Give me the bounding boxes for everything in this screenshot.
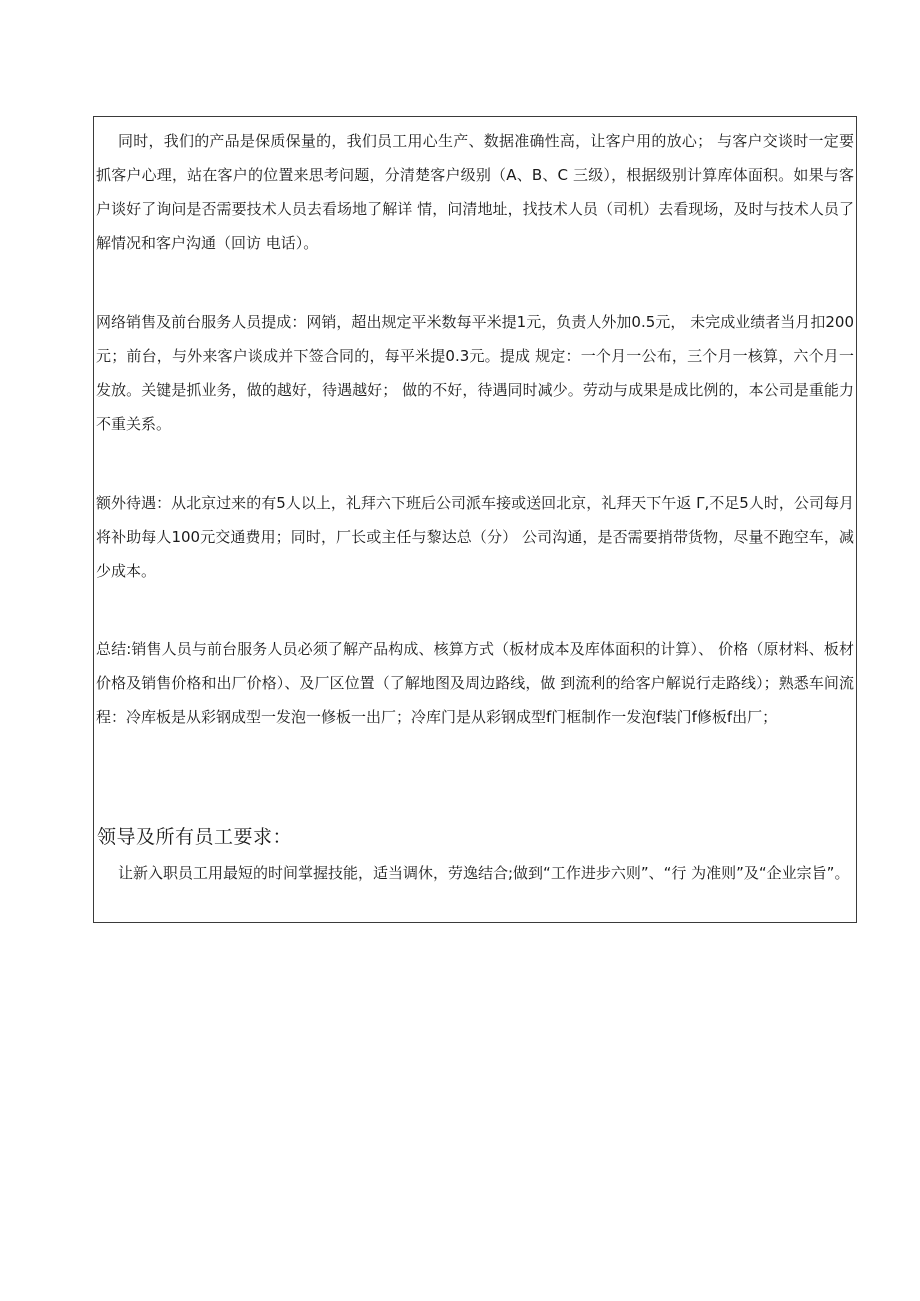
paragraph-requirements: 让新入职员工用最短的时间掌握技能，适当调休，劳逸结合;做到“工作进步六则”、“行 为准则”及“企业宗旨”。 — [118, 864, 850, 882]
paragraph-product-quality: 同时，我们的产品是保质保量的，我们员工用心生产、数据准确性高，让客户用的放心； 与客户交谈时一定要抓客户心理，站在客户的位置来思考问题，分清楚客户级别（A、B、C 三级），根据级别计算库体面积。如果与客户谈好了询问是否需要技术人员去看场地了解详 情，问清地址，找技术人员（司机）去看现场，及时与技术人员了解情况和客户沟通（回访 电话）。 — [96, 132, 854, 252]
paragraph-summary: 总结:销售人员与前台服务人员必须了解产品构成、核算方式（板材成本及库体面积的计算）、 价格（原材料、板材价格及销售价格和出厂价格）、及厂区位置（了解地图及周边路线，做 到流利的给客户解说行走路线）；熟悉车间流程：冷库板是从彩钢成型一发泡一修板一出厂；冷库门是从彩钢成型f门框制作一发泡f装门f修板f出厂； — [96, 640, 854, 726]
paragraph-sales-commission: 网络销售及前台服务人员提成：网销，超出规定平米数每平米提1元，负责人外加0.5元， 未完成业绩者当月扣200元；前台，与外来客户谈成并下签合同的，每平米提0.3元。提成 规定：一个月一公布，三个月一核算，六个月一发放。关键是抓业务，做的越好，待遇越好； 做的不好，待遇同时减少。劳动与成果是成比例的，本公司是重能力不重关系。 — [96, 313, 854, 433]
section-heading: 领导及所有员工要求： — [97, 826, 293, 848]
paragraph-extra-benefits: 额外待遇：从北京过来的有5人以上，礼拜六下班后公司派车接或送回北京，礼拜天下午返 Γ,不足5人时，公司每月将补助每人100元交通费用；同时，厂长或主任与黎达总（分） 公司沟通，是否需要捎带货物，尽量不跑空车，减少成本。 — [96, 494, 854, 580]
